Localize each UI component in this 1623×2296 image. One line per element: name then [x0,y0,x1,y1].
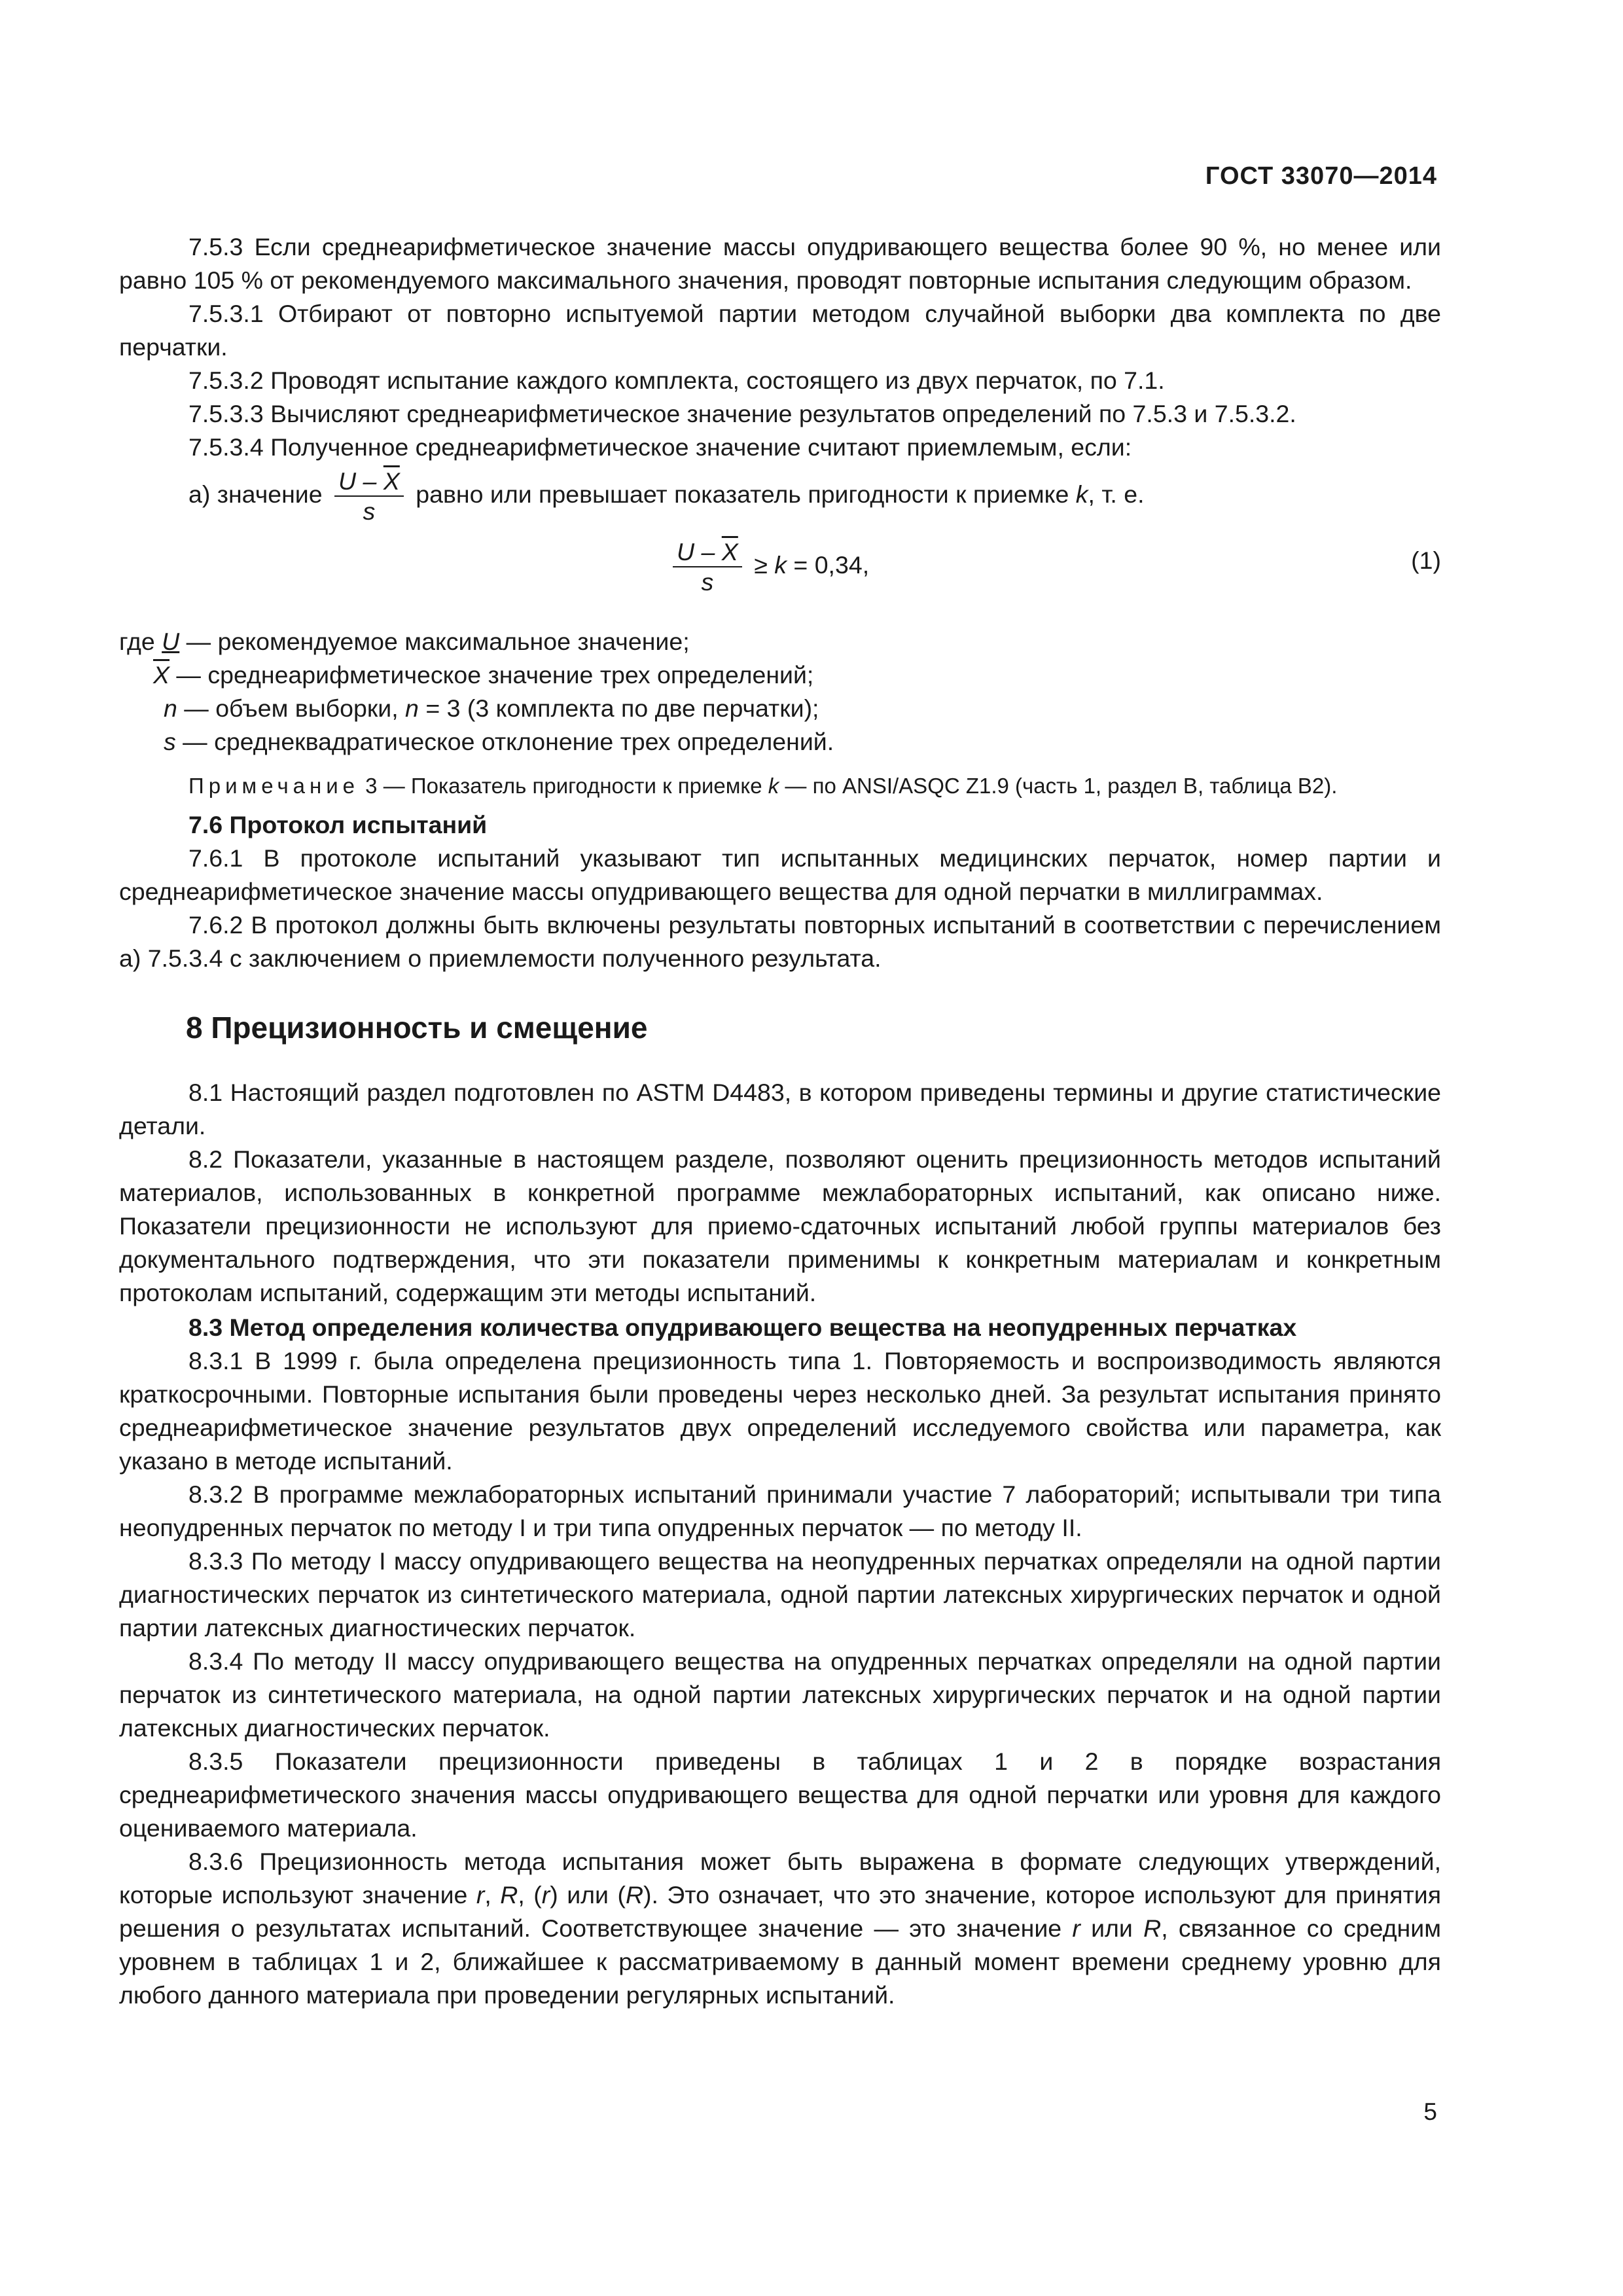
paragraph-7-5-3-4: 7.5.3.4 Полученное среднеарифметическое значение считают приемлемым, если: [188,433,1132,461]
paragraph-8-3-6: 8.3.6 Прецизионность метода испытания может быть выражена в формате следующих утверждений, которые используют значение r, R, (r) или (R). Это означает, что это значение, которое используют для принятия решения о результатах испытаний. Соответствующее значение — это значение r или R, связанное со средним уровнем в таблицах 1 и 2, ближайшее к рассматриваемому в данный момент времени среднему уровню для любого данного материала при проведении регулярных испытаний. [119,1848,1442,2009]
page-content [119,230,1441,2012]
section-7-6-title: 7.6 Протокол испытаний [188,811,488,838]
section-8-3-title: 8.3 Метод определения количества опудривающего вещества на неопудренных перчатках [188,1314,1297,1341]
paragraph-8-3-3: 8.3.3 По методу I массу опудривающего вещества на неопудренных перчатках определяли на одной партии диагностических перчаток из синтетического материала, одной партии латексных хирургических перчаток и одной партии латексных диагностических перчаток. [119,1547,1441,1641]
item-a-suffix: равно или превышает показатель пригодности к приемке k, т. е. [416,480,1145,508]
formula-fraction [673,537,742,596]
section-8-title: 8 Прецизионность и смещение [186,1011,648,1045]
paragraph-8-1: 8.1 Настоящий раздел подготовлен по ASTM D4483, в котором приведены термины и другие статистические детали. [119,1079,1441,1139]
formula-numerator: U – $\overline{X}$ [673,537,742,567]
list-item-a [119,467,1441,526]
paragraph-7-6-2: 7.6.2 В протокол должны быть включены результаты повторных испытаний в соответствии с перечислением а) 7.5.3.4 с заключением о приемлемости полученного результата. [119,911,1441,972]
item-a-prefix: а) значение [188,480,323,508]
paragraph-7-5-3: 7.5.3 Если среднеарифметическое значение массы опудривающего вещества более 90 %, но менее или равно 105 % от рекомендуемого максимального значения, проводят повторные испытания следующим образом. [119,233,1441,294]
formula-legend [119,625,1441,759]
document-code: ГОСТ 33070—2014 [1205,162,1437,190]
formula-expression [668,537,869,596]
paragraph-7-5-3-2: 7.5.3.2 Проводят испытание каждого комплекта, состоящего из двух перчаток, по 7.1. [188,367,1165,394]
paragraph-8-3-2: 8.3.2 В программе межлабораторных испытаний принимали участие 7 лабораторий; испытывали три типа неопудренных перчаток по методу I и три типа опудренных перчаток — по методу II. [119,1480,1441,1541]
paragraph-8-3-1: 8.3.1 В 1999 г. была определена прецизионность типа 1. Повторяемость и воспроизводимость являются краткосрочными. Повторные испытания были проведены через несколько дней. За результат испытания принято среднеарифметическое значение результатов двух определений исследуемого свойства или параметра, как указано в методе испытаний. [119,1347,1441,1475]
legend-row-n: n — объем выборки, n = 3 (3 комплекта по две перчатки); [164,694,819,722]
paragraph-7-5-3-3: 7.5.3.3 Вычисляют среднеарифметическое значение результатов определений по 7.5.3 и 7.5.3.2. [188,400,1296,427]
inline-fraction [334,467,404,526]
legend-row-u: где U — рекомендуемое максимальное значение; [119,628,690,655]
paragraph-8-2: 8.2 Показатели, указанные в настоящем разделе, позволяют оценить прецизионность методов испытаний материалов, использованных в конкретной программе межлабораторных испытаний, как описано ниже. Показатели прецизионности не используют для приемо-сдаточных испытаний любой группы материалов без документального подтверждения, что эти показатели применимы к конкретным материалам и конкретным протоколам испытаний, содержащим эти методы испытаний. [119,1145,1441,1306]
note-3: Примечание 3 — Показатель пригодности к приемке k — по ANSI/ASQC Z1.9 (часть 1, раздел B, таблица В2). [188,774,1338,798]
formula-denominator: s [701,568,714,596]
legend-row-s: s — среднеквадратическое отклонение трех определений. [164,728,834,755]
paragraph-7-6-1: 7.6.1 В протоколе испытаний указывают тип испытанных медицинских перчаток, номер партии и среднеарифметическое значение массы опудривающего вещества для одной перчатки в миллиграммах. [119,844,1441,905]
legend-row-x: $\overline{X}$ — среднеарифметическое значение трех определений; [153,661,814,689]
formula-relation: ≥ k = 0,34, [754,550,870,579]
paragraph-7-5-3-1: 7.5.3.1 Отбирают от повторно испытуемой партии методом случайной выборки два комплекта по две перчатки. [119,300,1441,361]
equation-number: (1) [1411,547,1441,574]
inline-fraction-denominator: s [363,497,376,525]
paragraph-8-3-4: 8.3.4 По методу II массу опудривающего вещества на опудренных перчатках определяли на одной партии перчаток из синтетического материала, на одной партии латексных хирургических перчаток и на одной партии латексных диагностических перчаток. [119,1647,1441,1742]
inline-fraction-numerator: U – $\overline{X}$ [334,467,404,497]
formula-1 [119,537,1441,611]
paragraph-8-3-5: 8.3.5 Показатели прецизионности приведены в таблицах 1 и 2 в порядке возрастания среднеарифметического значения массы опудривающего вещества для одной перчатки или уровня для каждого оцениваемого материала. [119,1748,1441,1842]
page-number: 5 [1423,2098,1437,2125]
note-label: Примечание [188,774,360,798]
